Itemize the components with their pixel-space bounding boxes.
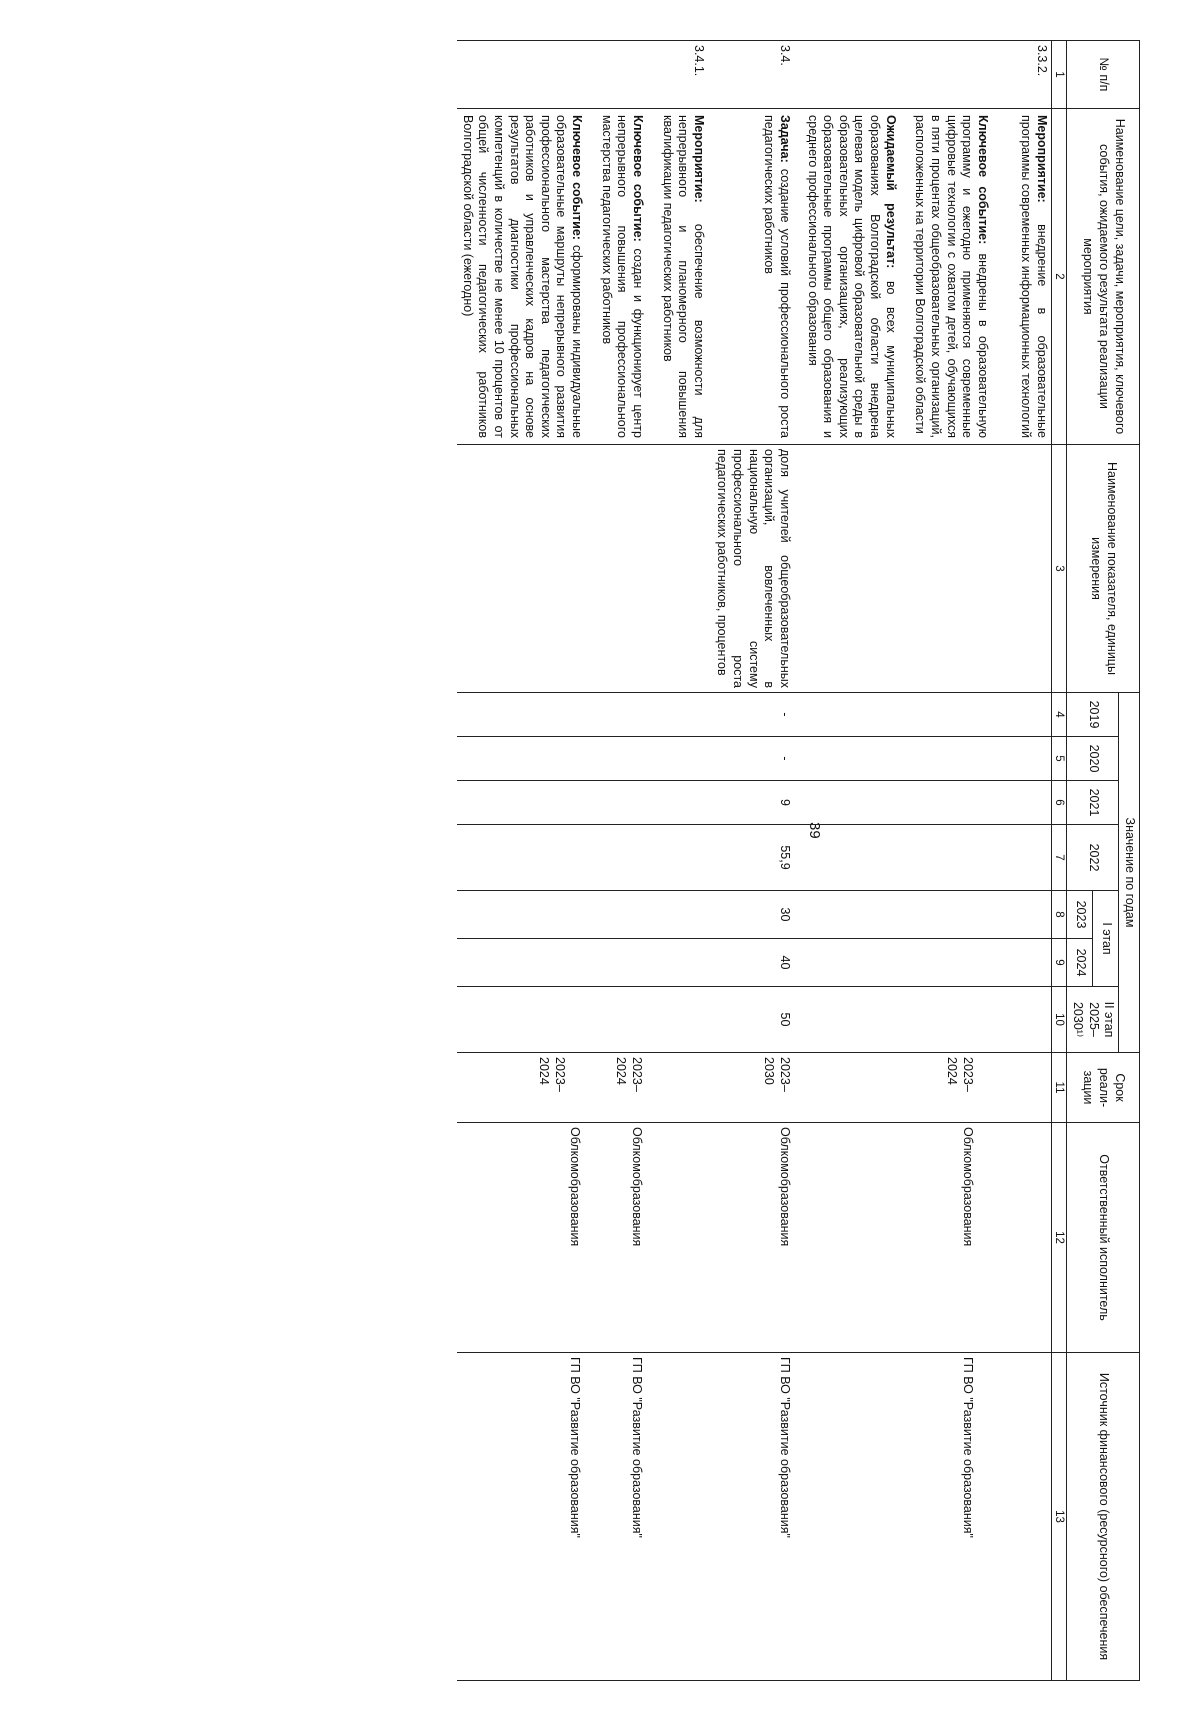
- value-2023: [802, 891, 1052, 939]
- col-num-header: № п/п: [1067, 41, 1140, 109]
- term-cell: 2023–2030: [712, 1053, 802, 1123]
- column-number: 7: [1052, 825, 1067, 891]
- row-description: [712, 109, 802, 445]
- value-2022: [802, 825, 1052, 891]
- column-number: 9: [1052, 939, 1067, 987]
- item-label: Мероприятие:: [1035, 115, 1050, 203]
- item-label: Задача:: [778, 115, 792, 163]
- source-cell: [802, 1353, 1052, 1681]
- term-value: 2023–2024: [614, 1057, 644, 1092]
- value-2020: [802, 737, 1052, 781]
- item-text: создан и функционирует центр непрерывного повышения профессионального мастерства педагогических работников: [599, 115, 645, 438]
- row-item: [804, 115, 898, 438]
- row-item: [659, 115, 706, 438]
- value-2020: -: [712, 737, 802, 781]
- row-description: [457, 109, 712, 445]
- values-by-year-header: Значение по годам: [1119, 693, 1140, 1053]
- value-2022: [457, 825, 712, 891]
- row-number: 3.3.2.: [802, 41, 1052, 109]
- value-stage-2: 50: [712, 987, 802, 1053]
- row-description: [802, 109, 1052, 445]
- source-cell: ГП ВО "Развитие образования": [712, 1353, 802, 1681]
- value-2023: [457, 891, 712, 939]
- plan-table: [457, 40, 1140, 1681]
- executor-value: Облкомобразования: [961, 1127, 976, 1247]
- column-number: 13: [1052, 1353, 1067, 1681]
- value-2023: 30: [712, 891, 802, 939]
- term-cell: [802, 1053, 1052, 1123]
- item-label: Мероприятие:: [691, 115, 706, 203]
- item-label: Ключевое событие:: [570, 115, 585, 240]
- row-number: 3.4.1.: [457, 41, 712, 109]
- item-label: Ключевое событие:: [975, 115, 990, 245]
- column-number: 4: [1052, 693, 1067, 737]
- col-indicator-header: Наименование показателя, единицы измерения: [1067, 445, 1140, 693]
- year-2019-header: 2019: [1067, 693, 1119, 737]
- item-text: создание условий профессионального роста педагогических работников: [762, 115, 792, 438]
- row-item: [761, 115, 792, 438]
- column-number: 3: [1052, 445, 1067, 693]
- term-cell: [457, 1053, 712, 1123]
- value-2024: [802, 939, 1052, 987]
- value-2022: 55,9: [712, 825, 802, 891]
- row-item: [912, 115, 990, 438]
- row-item: [598, 115, 645, 438]
- value-2019: [457, 693, 712, 737]
- row-item: [1018, 115, 1049, 438]
- item-text: обеспечение возможности для непрерывного и планомерного повышения квалификации педагогических работников: [660, 115, 706, 438]
- year-2021-header: 2021: [1067, 781, 1119, 825]
- col-executor-header: Ответственный исполнитель: [1067, 1123, 1140, 1353]
- value-2024: [457, 939, 712, 987]
- page-number: 39: [806, 822, 823, 839]
- column-number: 1: [1052, 41, 1067, 109]
- value-stage-2: [457, 987, 712, 1053]
- indicator-cell: [457, 445, 712, 693]
- row-item: [459, 115, 584, 438]
- item-text: сформированы индивидуальные образовательные маршруты непрерывного развития профессионального мастерства педагогических работников и управленческих кадров на основе результатов диагностики профессиональных компетенций в количестве не менее 10 процентов от общей численности педагогических работников Волгоградской области (ежегодно): [460, 115, 585, 438]
- value-2019: [802, 693, 1052, 737]
- column-number: 2: [1052, 109, 1067, 445]
- executor-cell: [457, 1123, 712, 1353]
- executor-cell: [802, 1123, 1052, 1353]
- value-2024: 40: [712, 939, 802, 987]
- item-text: внедрены в образовательную программу и ежегодно применяются современные цифровые технологии с охватом детей, обучающихся в пяти процентах общеобразовательных организаций, расположенных на территории Волгоградской области: [913, 115, 990, 438]
- stage-2-header: II этап 2025–2030¹⁾: [1067, 987, 1119, 1053]
- column-number: 11: [1052, 1053, 1067, 1123]
- executor-value: Облкомобразования: [629, 1127, 644, 1247]
- column-number: 5: [1052, 737, 1067, 781]
- item-label: Ключевое событие:: [631, 115, 645, 242]
- source-value: ГП ВО "Развитие образования": [961, 1357, 976, 1538]
- column-number: 10: [1052, 987, 1067, 1053]
- col-source-header: Источник финансового (ресурсного) обеспечения: [1067, 1353, 1140, 1681]
- source-value: ГП ВО "Развитие образования": [629, 1357, 644, 1538]
- item-text: внедрение в образовательные программы современных информационных технологий: [1019, 115, 1050, 438]
- indicator-cell: [802, 445, 1052, 693]
- value-2021: [457, 781, 712, 825]
- rotated-page-content: [125, 0, 1200, 1661]
- source-value: ГП ВО "Развитие образования": [568, 1357, 583, 1538]
- term-value: 2023–2024: [945, 1057, 976, 1092]
- column-number: 6: [1052, 781, 1067, 825]
- stage-1-header: I этап: [1093, 891, 1119, 987]
- table-row: [802, 41, 1052, 1681]
- col-name-header: Наименование цели, задачи, мероприятия, ключевого события, ожидаемого результата реализации мероприятия: [1067, 109, 1140, 445]
- year-2023-header: 2023: [1067, 891, 1093, 939]
- item-label: Ожидаемый результат:: [883, 115, 898, 269]
- value-2019: -: [712, 693, 802, 737]
- year-2022-header: 2022: [1067, 825, 1119, 891]
- col-term-header: Срок реали-зации: [1067, 1053, 1140, 1123]
- column-number: 8: [1052, 891, 1067, 939]
- column-number: 12: [1052, 1123, 1067, 1353]
- executor-cell: Облкомобразования: [712, 1123, 802, 1353]
- year-2024-header: 2024: [1067, 939, 1093, 987]
- value-2021: 9: [712, 781, 802, 825]
- value-2021: [802, 781, 1052, 825]
- table-row: [712, 41, 802, 1681]
- term-value: 2023–2024: [537, 1057, 567, 1092]
- item-text: во всех муниципальных образованиях Волгоградской области внедрена целевая модель цифровой образовательной среды в образовательных организациях, реализующих образовательные программы общего образования и среднего профессионального образования: [805, 115, 898, 438]
- row-number: 3.4.: [712, 41, 802, 109]
- table-row: [457, 41, 712, 1681]
- value-2020: [457, 737, 712, 781]
- year-2020-header: 2020: [1067, 737, 1119, 781]
- source-cell: [457, 1353, 712, 1681]
- executor-value: Облкомобразования: [568, 1127, 583, 1247]
- value-stage-2: [802, 987, 1052, 1053]
- indicator-cell: доля учителей общеобразовательных организаций, вовлеченных в национальную систему профессионального роста педагогических работников, процентов: [712, 445, 802, 693]
